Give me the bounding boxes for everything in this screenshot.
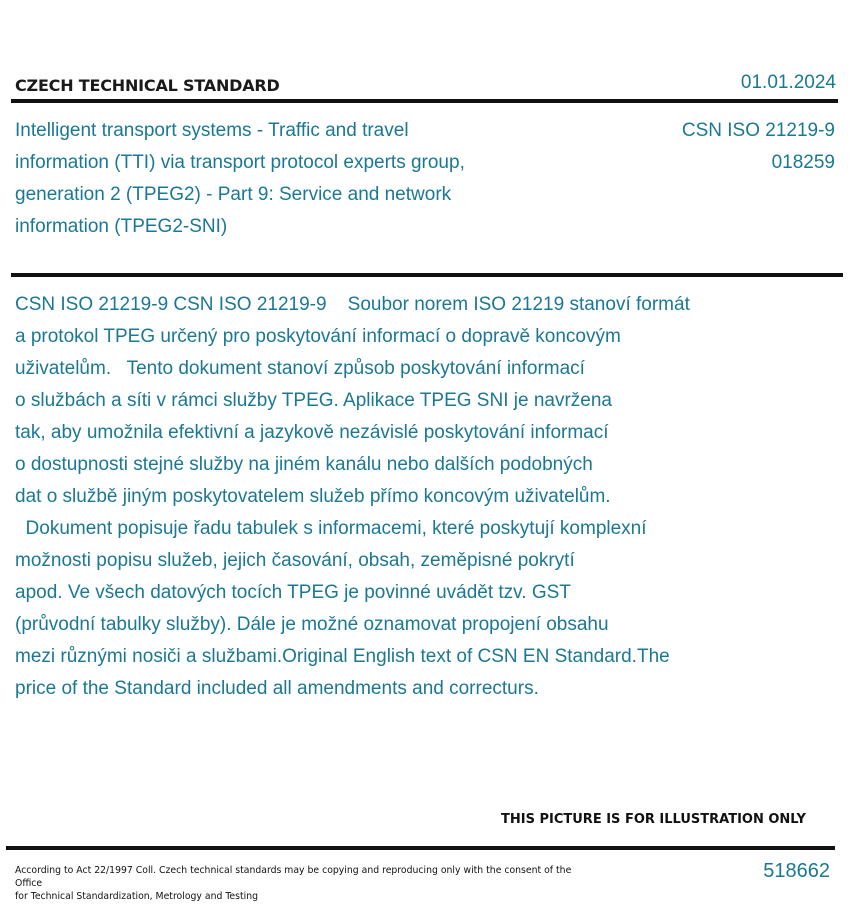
legal-notice-line: According to Act 22/1997 Coll. Czech technical standards may be copying and reproducing only with the consent of the Office [15, 865, 572, 889]
annotation-line: Dokument popisuje řadu tabulek s informacemi, které poskytují komplexní [15, 518, 647, 539]
standard-identifiers [682, 115, 835, 179]
standard-title: Intelligent transport systems - Traffic and travel information (TTI) via transport protocol experts group, generation 2 (TPEG2) - Part 9: Service and network information (TPEG2-SNI) [15, 120, 465, 237]
annotation-line: tak, aby umožnila efektivní a jazykově nezávislé poskytování informací [15, 422, 609, 443]
annotation-line: o dostupnosti stejné služby na jiném kanálu nebo dalších podobných [15, 454, 593, 475]
annotation-line: uživatelům. Tento dokument stanoví způsob poskytování informací [15, 358, 585, 379]
annotation-line: CSN ISO 21219-9 CSN ISO 21219-9 Soubor norem ISO 21219 stanoví formát [15, 294, 690, 315]
title-divider [11, 273, 843, 277]
footer-divider [6, 846, 835, 850]
illustration-disclaimer: THIS PICTURE IS FOR ILLUSTRATION ONLY [501, 812, 806, 827]
header-divider [11, 99, 838, 103]
annotation-line: price of the Standard included all amendments and correcturs. [15, 678, 539, 699]
annotation-line: a protokol TPEG určený pro poskytování informací o dopravě koncovým [15, 326, 621, 347]
annotation-line: mezi různými nosiči a službami.Original English text of CSN EN Standard.The [15, 646, 670, 667]
annotation-line: možnosti popisu služeb, jejich časování, obsah, zeměpisné pokrytí [15, 550, 575, 571]
standard-code: CSN ISO 21219-9 [681, 120, 835, 141]
annotation-line: (průvodní tabulky služby). Dále je možné oznamovat propojení obsahu [15, 614, 609, 635]
document-type-label: CZECH TECHNICAL STANDARD [15, 76, 280, 95]
legal-notice [15, 864, 595, 903]
publication-date: 01.01.2024 [740, 72, 836, 93]
legal-notice-line: for Technical Standardization, Metrology and Testing [15, 891, 259, 902]
standard-annotation [15, 289, 790, 705]
catalog-number: 018259 [771, 152, 835, 173]
document-number: 518662 [763, 860, 830, 882]
annotation-line: o službách a síti v rámci služby TPEG. Aplikace TPEG SNI je navržena [15, 390, 612, 411]
annotation-line: apod. Ve všech datových tocích TPEG je povinné uvádět tzv. GST [15, 582, 571, 603]
annotation-line: dat o službě jiným poskytovatelem služeb přímo koncovým uživatelům. [15, 486, 611, 507]
